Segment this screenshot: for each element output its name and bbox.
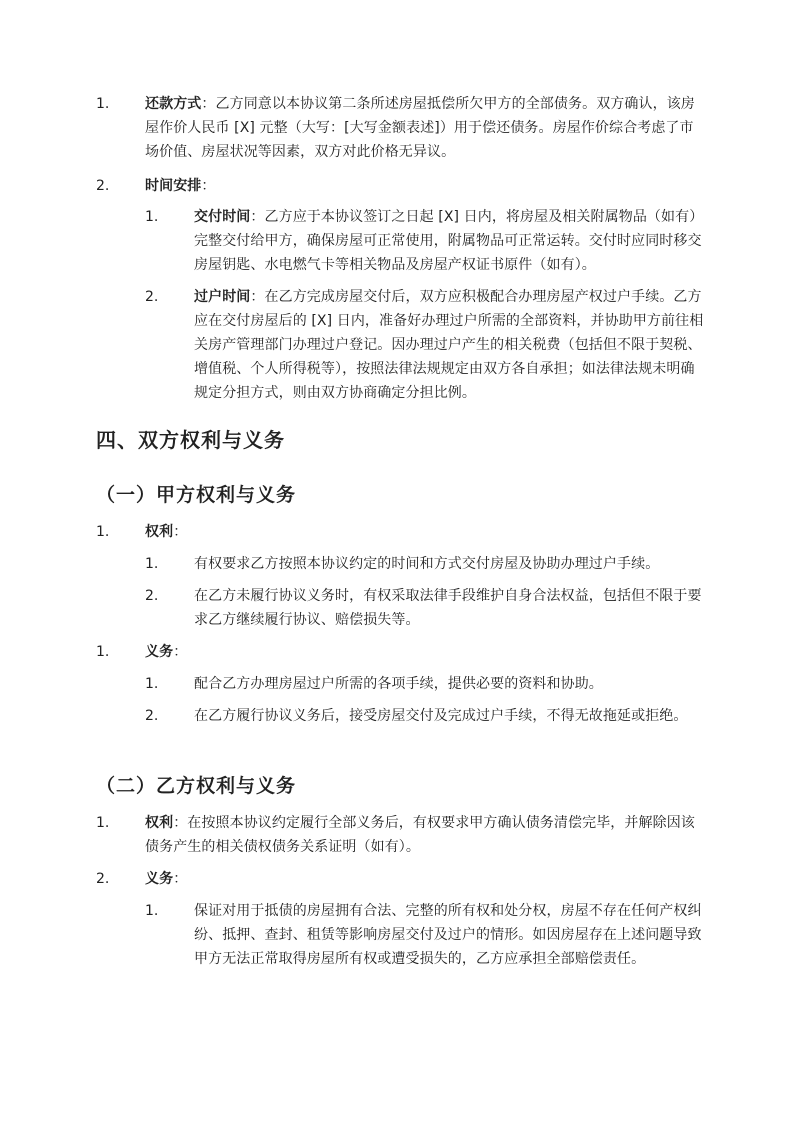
term-body: ：在按照本协议约定履行全部义务后，有权要求甲方确认债务清偿完毕，并解除因该债务产生的相关债权债务关系证明（如有）。 <box>145 815 695 855</box>
term-label: 义务 <box>145 871 174 887</box>
term-label: 交付时间 <box>194 209 251 225</box>
list-item-text <box>145 520 706 544</box>
list-item-text <box>145 811 706 859</box>
list-number: 2. <box>145 708 159 724</box>
list-number: 1. <box>96 96 110 112</box>
list-item-text: 在乙方未履行协议义务时，有权采取法律手段维护自身合法权益，包括但不限于要求乙方继续履行协议、赔偿损失等。 <box>194 588 702 628</box>
list-item-text <box>145 867 706 891</box>
list-item-party-b-rights <box>96 811 706 859</box>
list-item-repayment <box>96 92 706 164</box>
term-colon: ： <box>173 644 188 660</box>
subsection-heading-party-b: （二）乙方权利与义务 <box>96 775 297 797</box>
list-number: 2. <box>96 178 110 194</box>
list-item-text <box>194 205 706 277</box>
list-item-text: 配合乙方办理房屋过户所需的各项手续，提供必要的资料和协助。 <box>194 676 603 692</box>
sub-item-party-a-duty-1 <box>145 672 706 696</box>
term-label: 权利 <box>145 524 174 540</box>
sub-item-delivery <box>145 205 706 277</box>
list-item-text: 在乙方履行协议义务后，接受房屋交付及完成过户手续，不得无故拖延或拒绝。 <box>194 708 688 724</box>
list-item-text <box>145 92 706 164</box>
term-colon: ： <box>173 871 188 887</box>
term-body: ：乙方同意以本协议第二条所述房屋抵偿所欠甲方的全部债务。双方确认，该房屋作价人民币 [X] 元整（大写：[大写金额表述]）用于偿还债务。房屋作价综合考虑了市场价值、房屋状况等因素，双方对此价格无异议。 <box>145 96 695 160</box>
list-number: 2. <box>96 871 110 887</box>
sub-item-party-a-right-2 <box>145 584 706 632</box>
list-item-party-a-duties <box>96 640 706 664</box>
list-number: 1. <box>96 644 110 660</box>
list-item-text: 有权要求乙方按照本协议约定的时间和方式交付房屋及协助办理过户手续。 <box>194 556 660 572</box>
term-label: 时间安排 <box>145 178 202 194</box>
sub-item-party-a-duty-2 <box>145 704 706 728</box>
term-colon: ： <box>201 178 216 194</box>
list-item-text: 保证对用于抵债的房屋拥有合法、完整的所有权和处分权，房屋不存在任何产权纠纷、抵押、查封、租赁等影响房屋交付及过户的情形。如因房屋存在上述问题导致甲方无法正常取得房屋所有权或遭受损失的，乙方应承担全部赔偿责任。 <box>194 903 702 967</box>
list-number: 2. <box>145 289 159 305</box>
term-label: 还款方式 <box>145 96 202 112</box>
term-label: 过户时间 <box>194 289 251 305</box>
section-heading: 四、双方权利与义务 <box>96 428 285 452</box>
sub-item-party-a-right-1 <box>145 552 706 576</box>
term-colon: ： <box>173 524 188 540</box>
term-label: 权利 <box>145 815 174 831</box>
term-body: ：在乙方完成房屋交付后，双方应积极配合办理房屋产权过户手续。乙方应在交付房屋后的 [X] 日内，准备好办理过户所需的全部资料，并协助甲方前往相关房产管理部门办理过户登记。因办理过户产生的相关税费（包括但不限于契税、增值税、个人所得税等），按照法律法规规定由双方各自承担；如法律法规未明确规定分担方式，则由双方协商确定分担比例。 <box>194 289 704 401</box>
list-item-text <box>145 640 706 664</box>
list-number: 2. <box>145 588 159 604</box>
list-number: 1. <box>145 676 159 692</box>
list-item-text <box>194 285 706 405</box>
term-body: ：乙方应于本协议签订之日起 [X] 日内，将房屋及相关附属物品（如有）完整交付给甲方，确保房屋可正常使用，附属物品可正常运转。交付时应同时移交房屋钥匙、水电燃气卡等相关物品及房屋产权证书原件（如有）。 <box>194 209 704 273</box>
list-item-party-a-rights <box>96 520 706 544</box>
list-number: 1. <box>145 209 159 225</box>
list-number: 1. <box>145 556 159 572</box>
list-number: 1. <box>96 815 110 831</box>
list-number: 1. <box>145 903 159 919</box>
list-number: 1. <box>96 524 110 540</box>
term-label: 义务 <box>145 644 174 660</box>
sub-item-transfer <box>145 285 706 405</box>
sub-item-party-b-duty-1 <box>145 899 706 971</box>
list-item-text <box>145 174 706 198</box>
subsection-heading-party-a: （一）甲方权利与义务 <box>96 484 297 506</box>
list-item-schedule <box>96 174 706 198</box>
list-item-party-b-duties <box>96 867 706 891</box>
